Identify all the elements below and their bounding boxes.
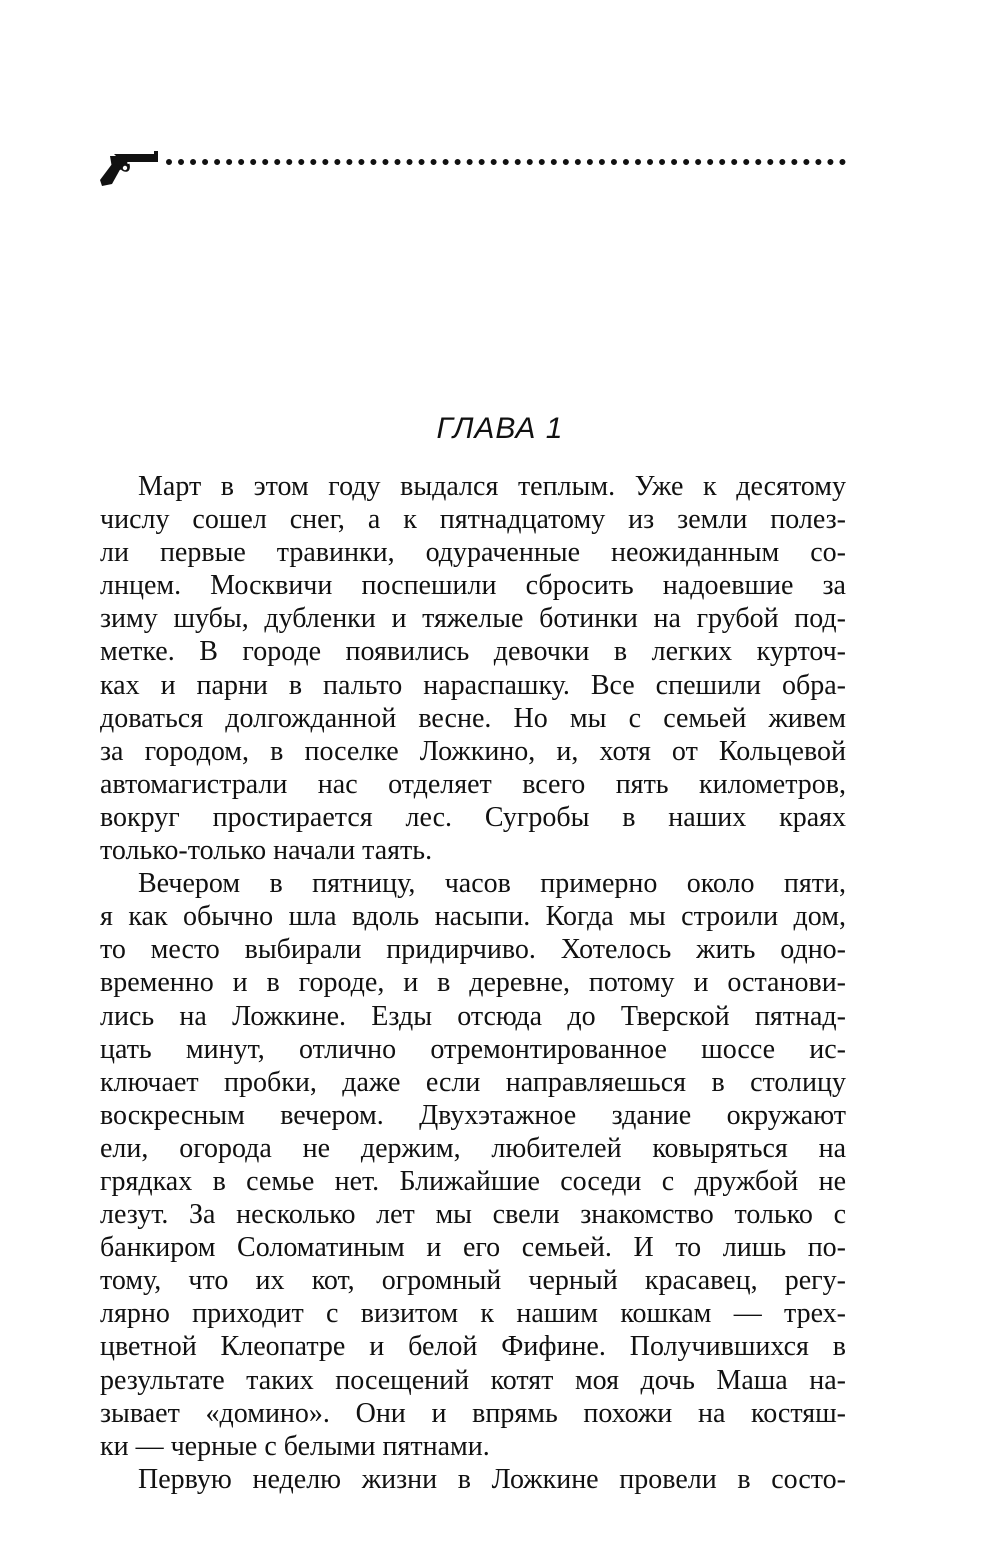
text-line: я как обычно шла вдоль насыпи. Когда мы строили дом, <box>100 901 846 933</box>
text-line: доваться долгожданной весне. Но мы с семьей живем <box>100 702 846 734</box>
paragraph <box>100 867 846 1463</box>
text-line: цать минут, отлично отремонтированное шоссе ис- <box>100 1033 846 1065</box>
pistol-icon <box>100 150 162 190</box>
text-line: лярно приходит с визитом к нашим кошкам — трех- <box>100 1298 846 1330</box>
paragraph <box>100 470 846 867</box>
text-line: Первую неделю жизни в Ложкине провели в состо- <box>138 1463 846 1495</box>
chapter-title: ГЛАВА 1 <box>436 412 564 445</box>
text-line: результате таких посещений котят моя дочь Маша на- <box>100 1364 846 1396</box>
text-line: банкиром Соломатиным и его семьей. И то лишь по- <box>100 1232 846 1264</box>
text-line: автомагистрали нас отделяет всего пять километров, <box>100 768 846 800</box>
dotted-rule <box>166 159 846 165</box>
text-line: ели, огорода не держим, любителей ковыряться на <box>100 1132 846 1164</box>
text-line: ли первые травинки, одураченные неожиданным со- <box>100 537 846 569</box>
text-line: ках и парни в пальто нараспашку. Все спешили обра- <box>100 669 846 701</box>
text-line: зывает «домино». Они и впрямь похожи на костяш- <box>100 1397 846 1429</box>
text-line: за городом, в поселке Ложкино, и, хотя от Кольцевой <box>100 735 846 767</box>
text-line: метке. В городе появились девочки в легких курточ- <box>100 636 846 668</box>
text-line: грядках в семье нет. Ближайшие соседи с дружбой не <box>100 1165 846 1197</box>
text-line: числу сошел снег, а к пятнадцатому из земли полез- <box>100 504 846 536</box>
text-line: вокруг простирается лес. Сугробы в наших краях <box>100 801 846 833</box>
text-line: тому, что их кот, огромный черный красавец, регу- <box>100 1265 846 1297</box>
text-line: временно и в городе, и в деревне, потому и останови- <box>100 967 846 999</box>
header-ornament <box>100 150 852 190</box>
text-line: Вечером в пятницу, часов примерно около пяти, <box>138 868 846 900</box>
text-line: ключает пробки, даже если направляешься в столицу <box>100 1066 846 1098</box>
text-line: то место выбирали придирчиво. Хотелось жить одно- <box>100 934 846 966</box>
text-line: Март в этом году выдался теплым. Уже к десятому <box>138 471 846 502</box>
chapter-body <box>100 470 846 1496</box>
paragraph <box>100 1463 846 1496</box>
text-line: цветной Клеопатре и белой Фифине. Получившихся в <box>100 1331 846 1363</box>
text-line: ки — черные с белыми пятнами. <box>100 1430 490 1462</box>
text-line: лнцем. Москвичи поспешили сбросить надоевшие за <box>100 570 846 602</box>
text-line: воскресным вечером. Двухэтажное здание окружают <box>100 1099 846 1131</box>
text-line: только-только начали таять. <box>100 835 433 867</box>
text-line: лезут. За несколько лет мы свели знакомство только с <box>100 1199 846 1231</box>
text-line: лись на Ложкине. Езды отсюда до Тверской пятнад- <box>100 1000 846 1032</box>
text-line: зиму шубы, дубленки и тяжелые ботинки на грубой под- <box>100 603 846 635</box>
